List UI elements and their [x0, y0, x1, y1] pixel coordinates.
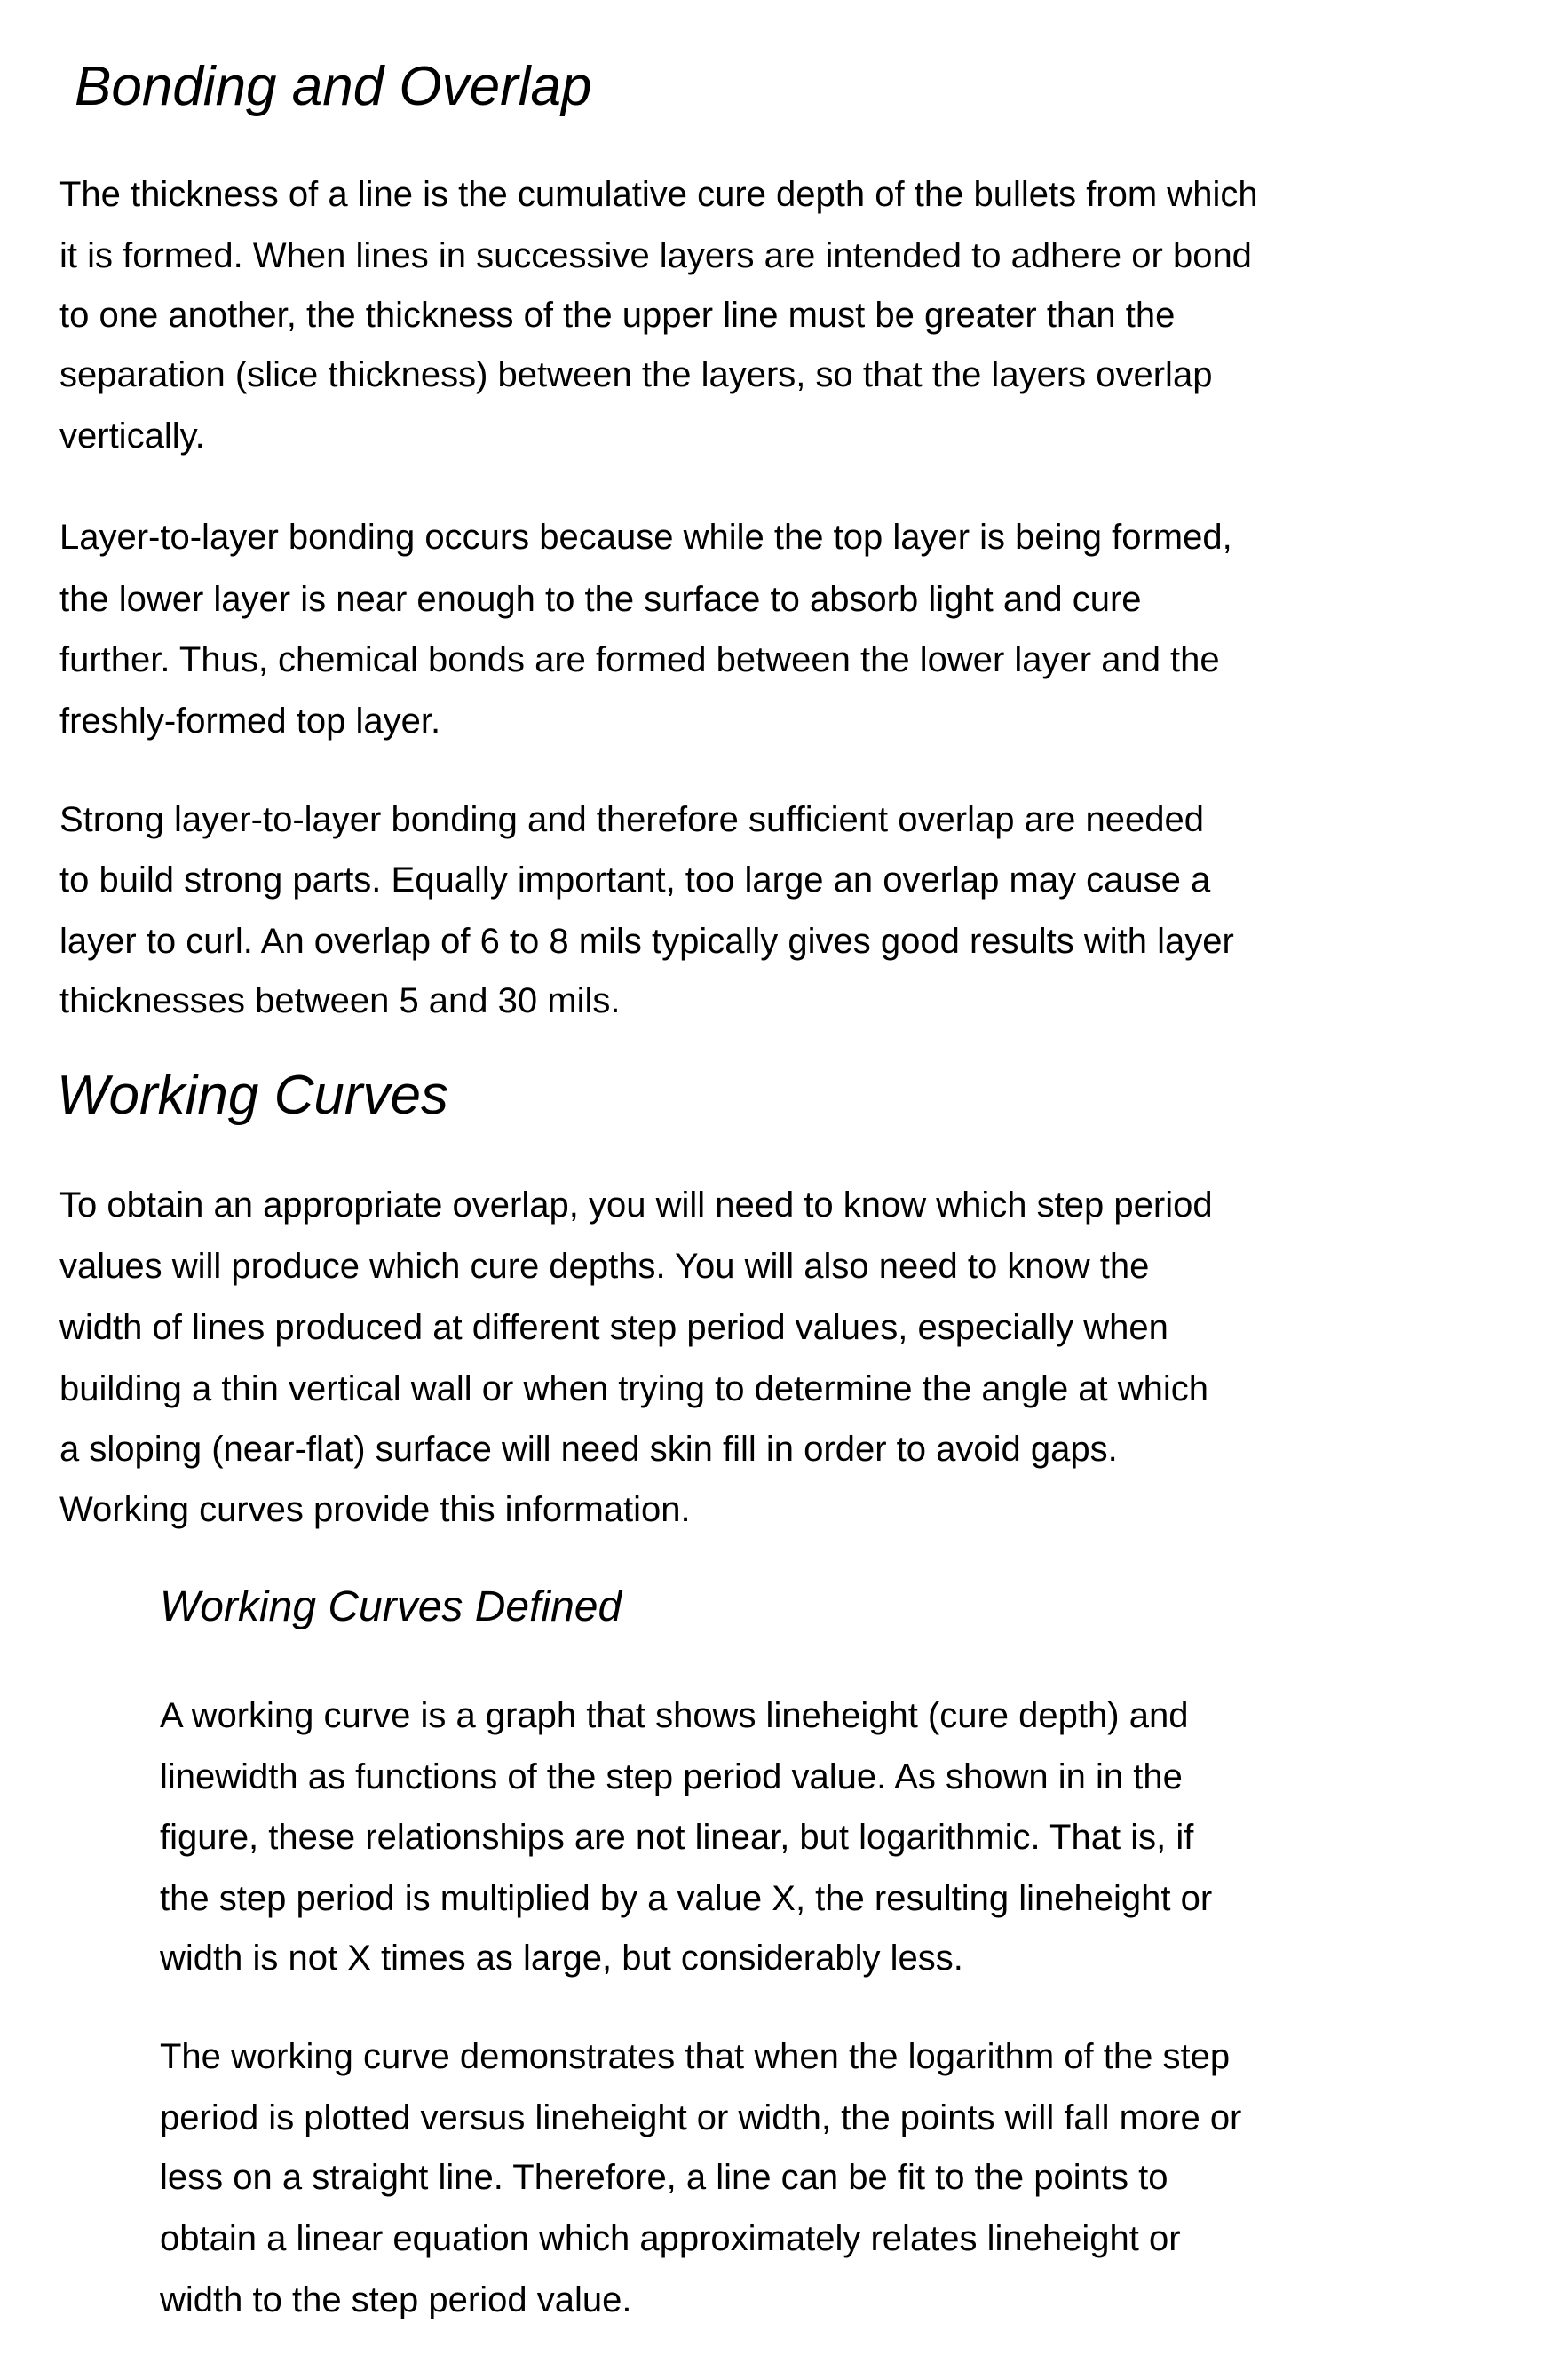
text-line: The working curve demonstrates that when the logarithm of the step [160, 2035, 1230, 2078]
text-line: period is plotted versus lineheight or width, the points will fall more or [160, 2097, 1241, 2139]
text-line: separation (slice thickness) between the layers, so that the layers overlap [59, 353, 1212, 396]
text-line: the lower layer is near enough to the surface to absorb light and cure [59, 578, 1142, 621]
heading-working-curves-defined: Working Curves Defined [160, 1582, 622, 1631]
text-line: Strong layer-to-layer bonding and therefore sufficient overlap are needed [59, 798, 1204, 841]
text-line: vertically. [59, 415, 205, 457]
text-line: To obtain an appropriate overlap, you will need to know which step period [59, 1184, 1213, 1226]
text-line: Layer-to-layer bonding occurs because while the top layer is being formed, [59, 516, 1232, 559]
text-line: the step period is multiplied by a value X, the resulting lineheight or [160, 1877, 1212, 1920]
text-line: to build strong parts. Equally important, too large an overlap may cause a [59, 859, 1210, 901]
text-line: thicknesses between 5 and 30 mils. [59, 979, 620, 1022]
text-line: width of lines produced at different step period values, especially when [59, 1306, 1168, 1349]
text-line: freshly-formed top layer. [59, 700, 440, 742]
heading-working-curves: Working Curves [57, 1064, 448, 1127]
text-line: The thickness of a line is the cumulative cure depth of the bullets from which [59, 173, 1258, 216]
text-line: building a thin vertical wall or when trying to determine the angle at which [59, 1368, 1208, 1410]
text-line: further. Thus, chemical bonds are formed between the lower layer and the [59, 638, 1220, 681]
text-line: layer to curl. An overlap of 6 to 8 mils typically gives good results with layer [59, 920, 1234, 963]
text-line: width is not X times as large, but considerably less. [160, 1937, 963, 1979]
heading-bonding-and-overlap: Bonding and Overlap [75, 55, 592, 118]
text-line: width to the step period value. [160, 2279, 631, 2321]
text-line: linewidth as functions of the step period value. As shown in in the [160, 1756, 1183, 1798]
text-line: Working curves provide this information. [59, 1488, 691, 1531]
text-line: less on a straight line. Therefore, a line can be fit to the points to [160, 2156, 1168, 2199]
text-line: it is formed. When lines in successive layers are intended to adhere or bond [59, 234, 1252, 277]
text-line: obtain a linear equation which approximately relates lineheight or [160, 2217, 1181, 2260]
text-line: a sloping (near-flat) surface will need skin fill in order to avoid gaps. [59, 1428, 1118, 1471]
text-line: values will produce which cure depths. You will also need to know the [59, 1245, 1149, 1288]
text-line: to one another, the thickness of the upper line must be greater than the [59, 294, 1175, 337]
text-line: figure, these relationships are not linear, but logarithmic. That is, if [160, 1816, 1193, 1859]
text-line: A working curve is a graph that shows lineheight (cure depth) and [160, 1694, 1188, 1737]
